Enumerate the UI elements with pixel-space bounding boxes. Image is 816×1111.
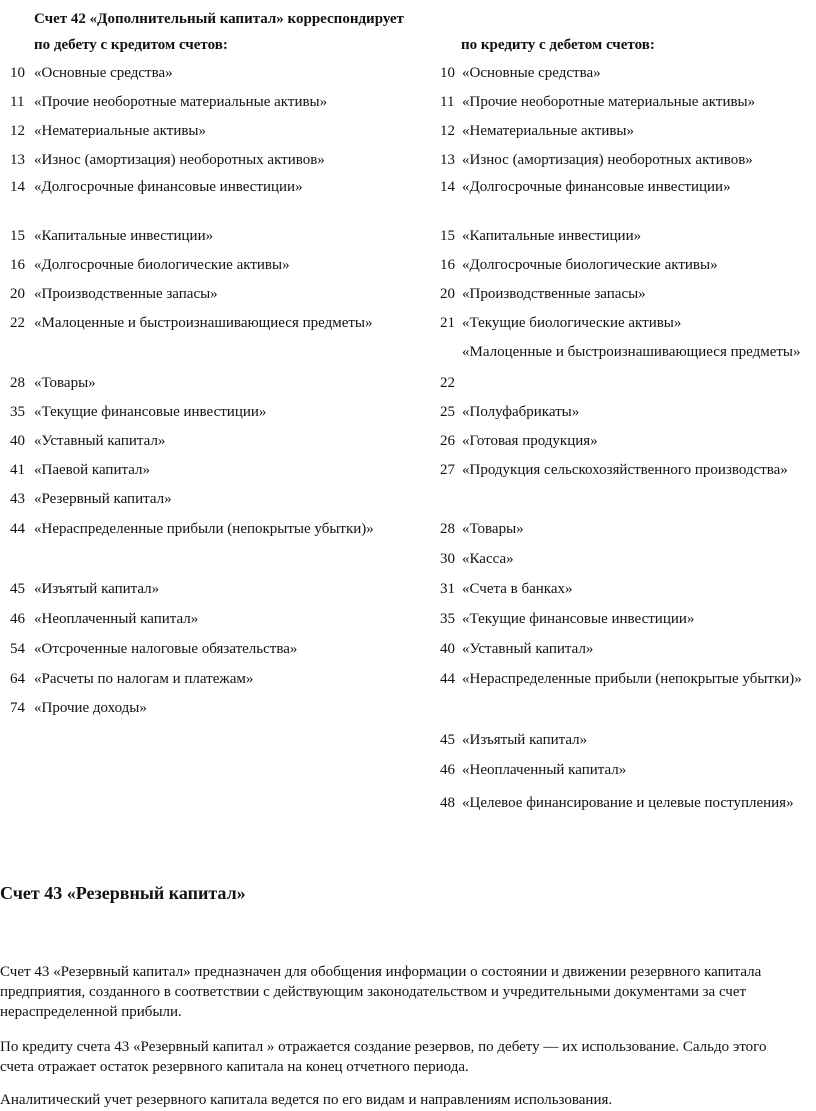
left-account-row <box>10 579 394 599</box>
right-account-row <box>440 669 812 689</box>
left-account-row <box>10 519 394 539</box>
account-number: 45 <box>10 581 25 597</box>
account-number: 44 <box>10 521 25 537</box>
right-account-row <box>440 121 812 141</box>
account-name: «Капитальные инвестиции» <box>34 228 214 244</box>
account-name: «Долгосрочные финансовые инвестиции» <box>462 179 731 195</box>
account-name: «Текущие финансовые инвестиции» <box>34 404 267 420</box>
section-heading: Счет 43 «Резервный капитал» <box>0 883 246 903</box>
account-name: «Долгосрочные биологические активы» <box>34 257 290 273</box>
account-name: «Основные средства» <box>462 65 601 81</box>
account-number: 16 <box>10 257 25 273</box>
account-number: 14 <box>440 179 455 195</box>
left-account-row <box>10 63 394 83</box>
account-name: «Капитальные инвестиции» <box>462 228 642 244</box>
account-number: 46 <box>10 611 25 627</box>
account-number: 74 <box>10 700 25 716</box>
account-number <box>440 342 462 362</box>
account-name: «Текущие биологические активы» <box>462 315 682 331</box>
right-account-row <box>440 431 812 451</box>
account-number: 43 <box>10 491 25 507</box>
account-name: «Износ (амортизация) необоротных активов» <box>462 152 753 168</box>
right-account-row <box>440 760 812 780</box>
left-account-row <box>10 489 394 509</box>
account-number: 21 <box>440 315 455 331</box>
account-number: 11 <box>440 94 455 110</box>
account-number: 13 <box>10 152 25 168</box>
left-account-row <box>10 313 394 333</box>
account-name: «Уставный капитал» <box>462 641 594 657</box>
account-number: 15 <box>440 228 455 244</box>
account-number: 54 <box>10 641 25 657</box>
account-number: 44 <box>440 671 455 687</box>
account-number: 13 <box>440 152 455 168</box>
right-account-row <box>440 177 812 197</box>
right-account-row <box>440 460 812 480</box>
account-name: «Малоценные и быстроизнашивающиеся предметы» <box>462 344 801 360</box>
left-account-row <box>10 177 394 197</box>
account-number: 35 <box>440 611 455 627</box>
account-number: 12 <box>440 123 455 139</box>
account-name <box>462 373 812 393</box>
account-name: «Товары» <box>462 521 524 537</box>
account-number: 14 <box>10 179 25 195</box>
account-name: «Расчеты по налогам и платежам» <box>34 671 254 687</box>
right-account-row <box>440 730 812 750</box>
account-number: 45 <box>440 732 455 748</box>
account-name: «Изъятый капитал» <box>34 581 160 597</box>
section-paragraph-2: По кредиту счета 43 «Резервный капитал » отражается создание резервов, по дебету — их использование. Сальдо этого счета отражает остаток резервного капитала на конец отчетного периода. <box>0 1039 767 1075</box>
account-number: 15 <box>10 228 25 244</box>
left-account-row <box>10 150 394 170</box>
left-account-row <box>10 284 394 304</box>
account-number: 25 <box>440 404 455 420</box>
account-name: «Прочие необоротные материальные активы» <box>462 94 756 110</box>
right-account-row <box>440 402 812 422</box>
account-number: 22 <box>10 315 25 331</box>
account-number: 41 <box>10 462 25 478</box>
right-account-row <box>440 63 812 83</box>
right-account-row <box>440 639 812 659</box>
account-number: 20 <box>10 286 25 302</box>
section-paragraph-1: Счет 43 «Резервный капитал» предназначен для обобщения информации о состоянии и движении резервного капитала предприятия, созданного в соответствии с действующим законодательством и учредительными документами за счет нераспределенной прибыли. <box>0 964 762 1020</box>
left-account-row <box>10 402 394 422</box>
account-number: 28 <box>10 375 25 391</box>
right-account-row <box>440 373 812 393</box>
account-name: «Малоценные и быстроизнашивающиеся предметы» <box>34 315 373 331</box>
left-account-row <box>10 639 394 659</box>
left-account-row <box>10 255 394 275</box>
right-account-row <box>440 255 812 275</box>
account-name: «Продукция сельскохозяйственного производства» <box>462 462 788 478</box>
right-account-row <box>440 579 812 599</box>
account-name: «Нераспределенные прибыли (непокрытые убытки)» <box>462 671 802 687</box>
account-name: «Прочие доходы» <box>34 700 147 716</box>
account-name: «Резервный капитал» <box>34 491 172 507</box>
account-number: 46 <box>440 762 455 778</box>
account-number: 31 <box>440 581 455 597</box>
account-number: 20 <box>440 286 455 302</box>
account-name: «Паевой капитал» <box>34 462 150 478</box>
account-number: 40 <box>440 641 455 657</box>
left-account-row <box>10 669 394 689</box>
right-account-row <box>440 549 812 569</box>
account-name: «Основные средства» <box>34 65 173 81</box>
left-account-row <box>10 460 394 480</box>
account-name: «Долгосрочные финансовые инвестиции» <box>34 179 303 195</box>
account-number: 28 <box>440 521 455 537</box>
left-column-header: по дебету с кредитом счетов: <box>34 37 228 53</box>
account-name: «Полуфабрикаты» <box>462 404 580 420</box>
right-account-row <box>440 284 812 304</box>
right-account-row <box>440 793 812 813</box>
account-number: 22 <box>440 375 455 391</box>
account-number: 27 <box>440 462 455 478</box>
account-name: «Текущие финансовые инвестиции» <box>462 611 695 627</box>
table-title: Счет 42 «Дополнительный капитал» корреспондирует <box>34 11 404 27</box>
account-name: «Изъятый капитал» <box>462 732 588 748</box>
account-name: «Отсроченные налоговые обязательства» <box>34 641 298 657</box>
left-account-row <box>10 373 394 393</box>
right-account-row <box>440 519 812 539</box>
account-name: «Нематериальные активы» <box>34 123 207 139</box>
account-name: «Товары» <box>34 375 96 391</box>
account-number: 26 <box>440 433 455 449</box>
account-name: «Нераспределенные прибыли (непокрытые убытки)» <box>34 521 374 537</box>
account-name: «Производственные запасы» <box>462 286 646 302</box>
left-account-row <box>10 226 394 246</box>
account-number: 11 <box>10 94 25 110</box>
left-account-row <box>10 609 394 629</box>
account-name: «Прочие необоротные материальные активы» <box>34 94 328 110</box>
account-name: «Износ (амортизация) необоротных активов» <box>34 152 325 168</box>
account-number: 16 <box>440 257 455 273</box>
left-account-row <box>10 698 394 718</box>
account-number: 64 <box>10 671 25 687</box>
right-account-row <box>440 609 812 629</box>
right-account-row <box>440 226 812 246</box>
right-column-header: по кредиту с дебетом счетов: <box>461 37 655 53</box>
account-number: 35 <box>10 404 25 420</box>
account-name: «Нематериальные активы» <box>462 123 635 139</box>
right-account-row <box>440 92 812 112</box>
account-name: «Долгосрочные биологические активы» <box>462 257 718 273</box>
account-name: «Уставный капитал» <box>34 433 166 449</box>
account-number: 12 <box>10 123 25 139</box>
account-number: 48 <box>440 795 455 811</box>
account-name: «Целевое финансирование и целевые поступления» <box>462 795 794 811</box>
account-name: «Неоплаченный капитал» <box>462 762 627 778</box>
account-name: «Неоплаченный капитал» <box>34 611 199 627</box>
section-paragraph-3: Аналитический учет резервного капитала ведется по его видам и направлениям использования. <box>0 1092 613 1108</box>
right-account-row <box>440 150 812 170</box>
account-name: «Производственные запасы» <box>34 286 218 302</box>
account-name: «Счета в банках» <box>462 581 573 597</box>
account-name: «Касса» <box>462 551 514 567</box>
left-account-row <box>10 92 394 112</box>
right-account-row <box>440 342 812 362</box>
account-name: «Готовая продукция» <box>462 433 598 449</box>
left-account-row <box>10 431 394 451</box>
right-account-row <box>440 313 812 333</box>
left-account-row <box>10 121 394 141</box>
account-number: 10 <box>10 65 25 81</box>
account-number: 30 <box>440 551 455 567</box>
account-number: 40 <box>10 433 25 449</box>
account-number: 10 <box>440 65 455 81</box>
